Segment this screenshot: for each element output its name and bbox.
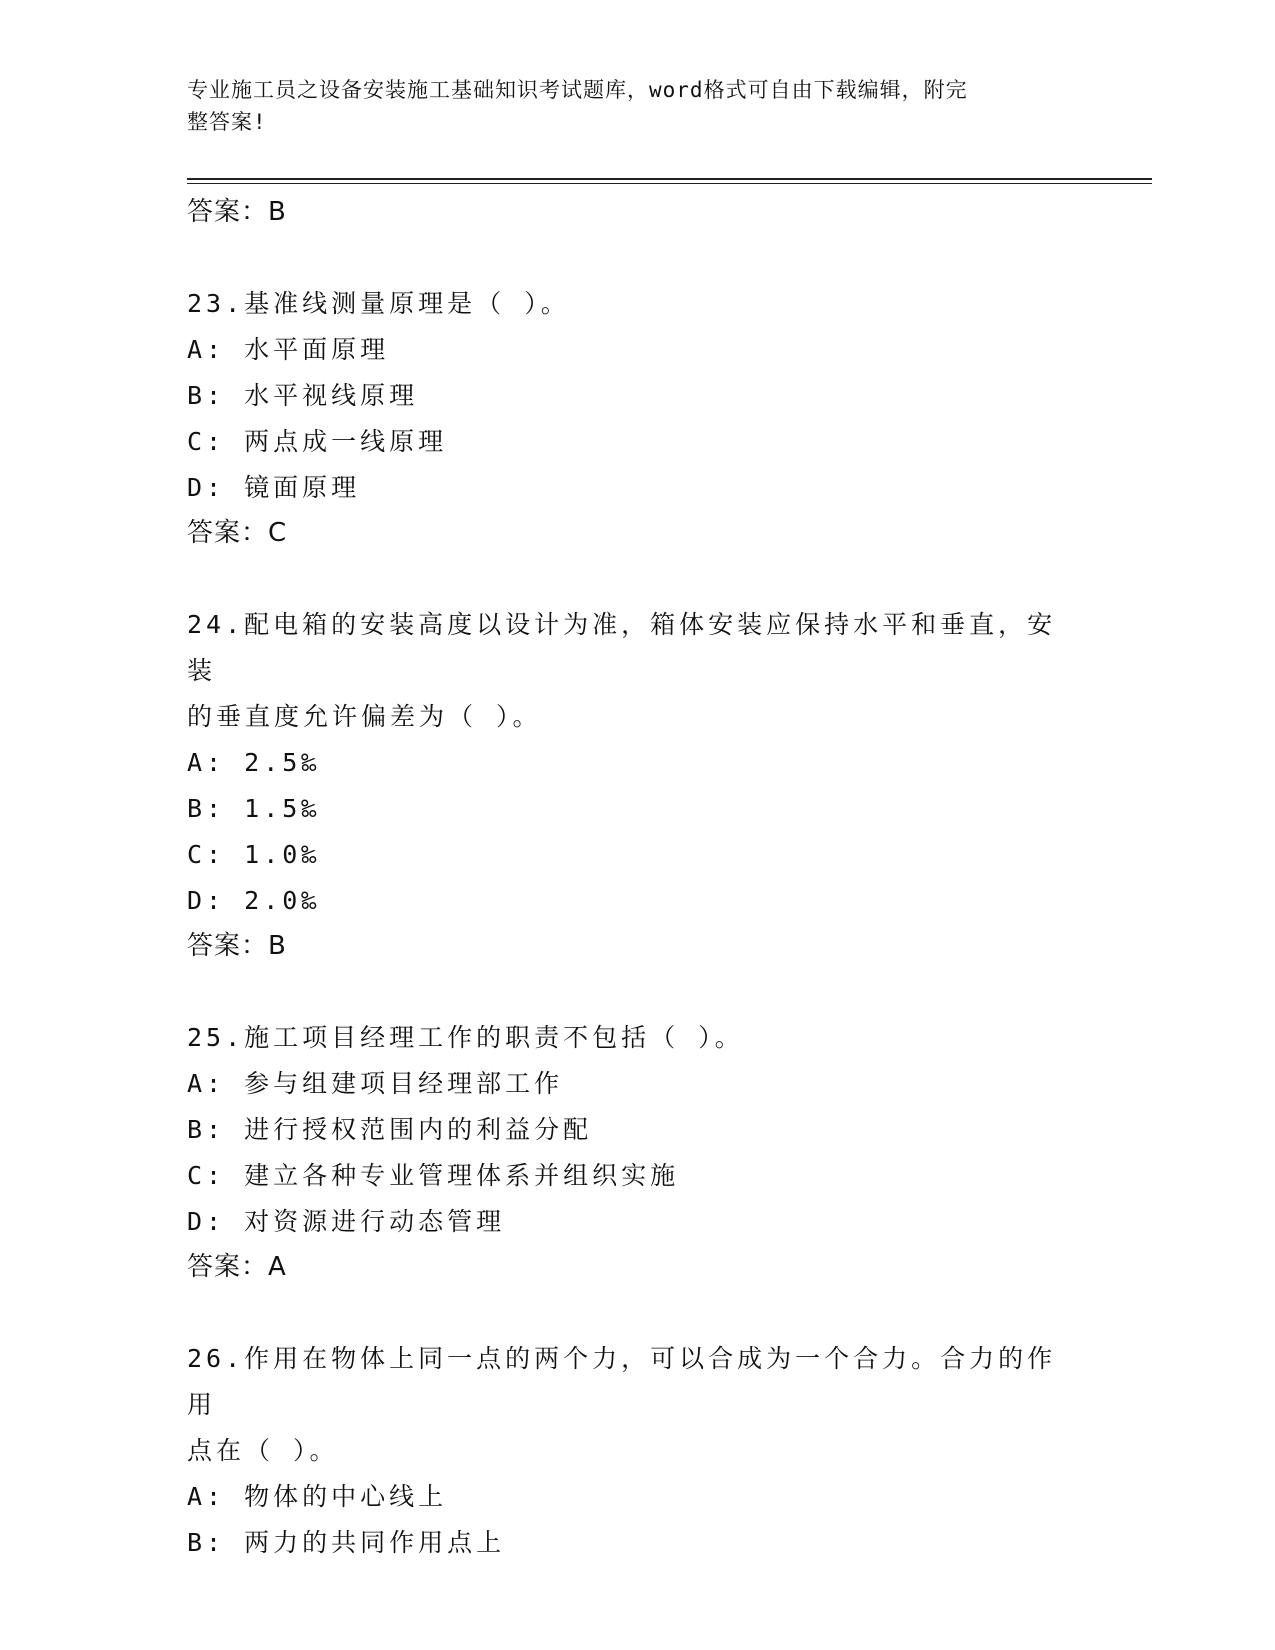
question-text: 23.基准线测量原理是（ ）。 [187, 289, 570, 318]
question-text: 的垂直度允许偏差为（ ）。 [187, 702, 542, 731]
option-b: B: 进行授权范围内的利益分配 [187, 1115, 593, 1144]
question-25 [187, 1015, 1067, 1289]
answer-line: 答案：C [187, 518, 288, 548]
answer-line: 答案：A [187, 1252, 287, 1282]
option-c: C: 1.0‰ [187, 840, 321, 869]
option-a: A: 物体的中心线上 [187, 1482, 448, 1511]
option-a: A: 2.5‰ [187, 748, 321, 777]
document-header [187, 74, 1067, 138]
question-text: 26.作用在物体上同一点的两个力，可以合成为一个合力。合力的作用 [187, 1344, 1057, 1419]
question-text: 25.施工项目经理工作的职责不包括（ ）。 [187, 1023, 744, 1052]
option-a: A: 水平面原理 [187, 335, 390, 364]
option-d: D: 对资源进行动态管理 [187, 1207, 506, 1236]
option-a: A: 参与组建项目经理部工作 [187, 1069, 564, 1098]
question-26 [187, 1336, 1067, 1566]
question-list [187, 190, 1067, 1566]
header-line: 整答案! [187, 110, 267, 134]
question-text: 24.配电箱的安装高度以设计为准，箱体安装应保持水平和垂直，安装 [187, 610, 1057, 685]
answer-line: 答案：B [187, 197, 287, 227]
option-d: D: 镜面原理 [187, 473, 361, 502]
option-b: B: 1.5‰ [187, 794, 321, 823]
question-24 [187, 602, 1067, 968]
option-b: B: 两力的共同作用点上 [187, 1528, 506, 1557]
header-divider [187, 178, 1152, 180]
header-divider-thin [187, 183, 1152, 184]
option-b: B: 水平视线原理 [187, 381, 419, 410]
option-d: D: 2.0‰ [187, 886, 321, 915]
option-c: C: 两点成一线原理 [187, 427, 448, 456]
question-23 [187, 281, 1067, 555]
option-c: C: 建立各种专业管理体系并组织实施 [187, 1161, 680, 1190]
answer-line: 答案：B [187, 931, 287, 961]
header-line: 专业施工员之设备安装施工基础知识考试题库，word格式可自由下载编辑，附完 [187, 78, 968, 102]
question-text: 点在（ ）。 [187, 1436, 339, 1465]
